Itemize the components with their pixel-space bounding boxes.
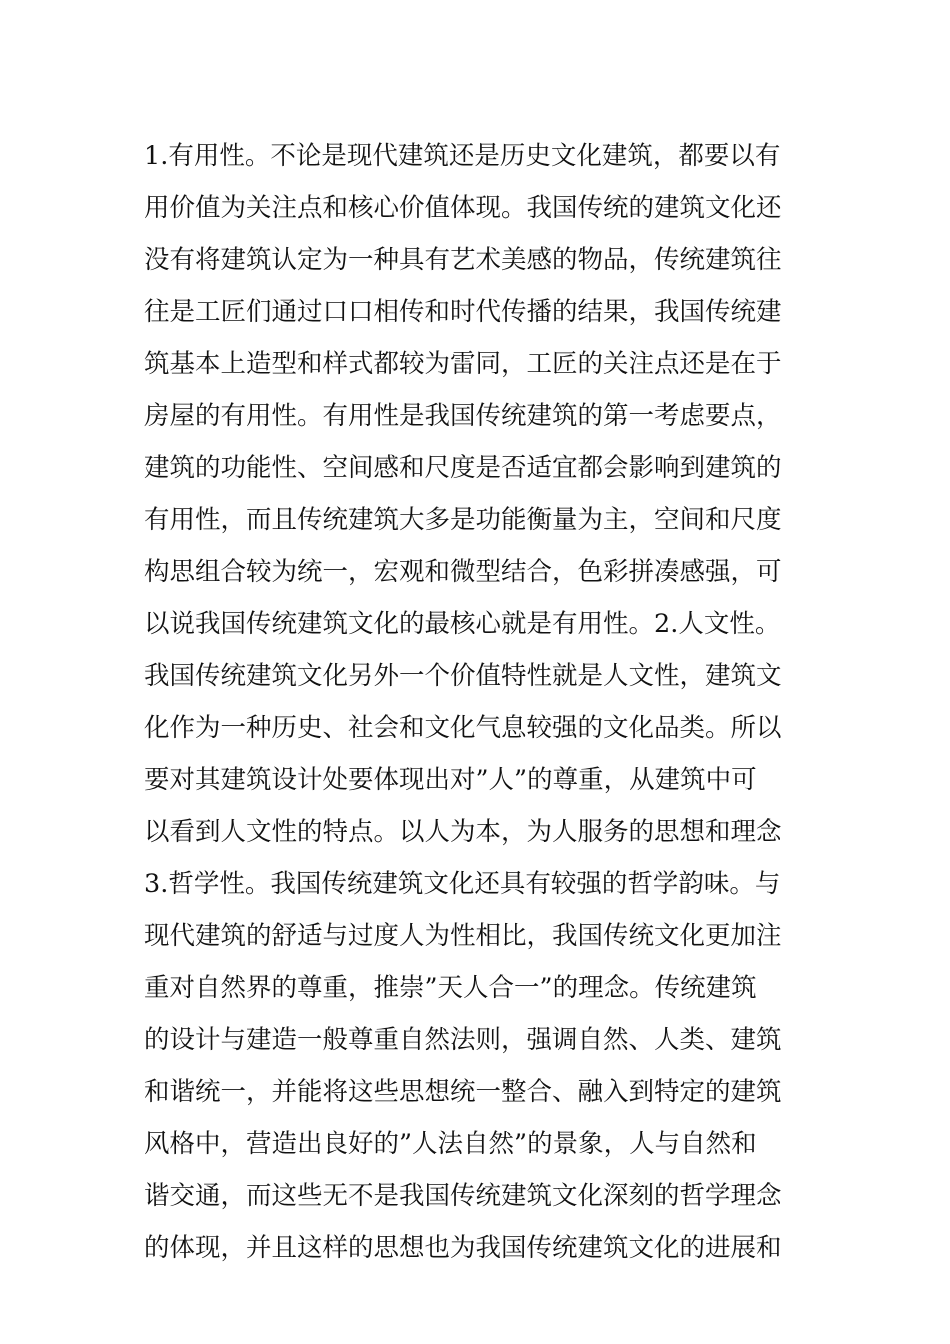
text-line: 的体现，并且这样的思想也为我国传统建筑文化的进展和 (144, 1233, 782, 1263)
text-line: 我国传统建筑文化另外一个价值特性就是人文性，建筑文 (144, 661, 782, 691)
text-line: 没有将建筑认定为一种具有艺术美感的物品，传统建筑往 (144, 245, 782, 275)
text-line: 房屋的有用性。有用性是我国传统建筑的第一考虑要点， (144, 401, 782, 431)
text-line: 有用性，而且传统建筑大多是功能衡量为主，空间和尺度 (144, 505, 782, 535)
text-line: 3.哲学性。我国传统建筑文化还具有较强的哲学韵味。与 (144, 869, 781, 899)
text-line: 用价值为关注点和核心价值体现。我国传统的建筑文化还 (144, 193, 782, 223)
body-text (144, 130, 814, 1274)
text-line: 建筑的功能性、空间感和尺度是否适宜都会影响到建筑的 (144, 453, 782, 483)
text-line: 现代建筑的舒适与过度人为性相比，我国传统文化更加注 (144, 921, 782, 951)
text-line: 1.有用性。不论是现代建筑还是历史文化建筑，都要以有 (144, 141, 781, 171)
text-line: 谐交通，而这些无不是我国传统建筑文化深刻的哲学理念 (144, 1181, 782, 1211)
text-line: 构思组合较为统一，宏观和微型结合，色彩拼凑感强，可 (144, 557, 782, 587)
text-line: 的设计与建造一般尊重自然法则，强调自然、人类、建筑 (144, 1025, 782, 1055)
text-line: 和谐统一，并能将这些思想统一整合、融入到特定的建筑 (144, 1077, 782, 1107)
text-line: 风格中，营造出良好的”人法自然”的景象，人与自然和 (144, 1129, 757, 1159)
text-line: 化作为一种历史、社会和文化气息较强的文化品类。所以 (144, 713, 782, 743)
text-line: 要对其建筑设计处要体现出对”人”的尊重，从建筑中可 (144, 765, 757, 795)
text-line: 重对自然界的尊重，推崇”天人合一”的理念。传统建筑 (144, 973, 757, 1003)
text-line: 以说我国传统建筑文化的最核心就是有用性。2.人文性。 (144, 609, 781, 639)
text-line: 筑基本上造型和样式都较为雷同，工匠的关注点还是在于 (144, 349, 782, 379)
text-line: 往是工匠们通过口口相传和时代传播的结果，我国传统建 (144, 297, 782, 327)
text-line: 以看到人文性的特点。以人为本，为人服务的思想和理念 (144, 817, 782, 847)
